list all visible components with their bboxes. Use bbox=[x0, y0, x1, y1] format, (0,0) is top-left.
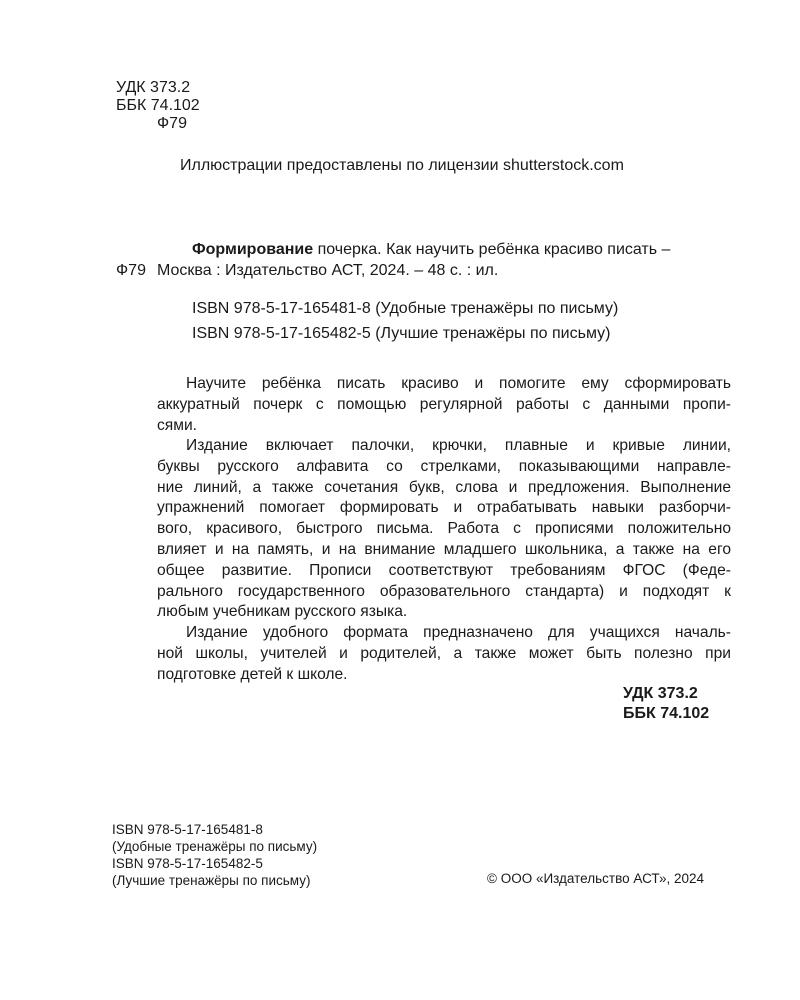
text-line: ной школы, учителей и родителей, а также может быть полезно при bbox=[157, 644, 731, 662]
udk-code: УДК 373.2 bbox=[116, 79, 191, 96]
annotation-paragraph-2 bbox=[157, 436, 731, 623]
isbn-line-1: ISBN 978-5-17-165481-8 (Удобные тренажёры по письму) bbox=[192, 300, 619, 317]
bbk-code-bold: ББК 74.102 bbox=[623, 705, 710, 722]
isbn-line-2: ISBN 978-5-17-165482-5 (Лучшие тренажёры по письму) bbox=[192, 325, 611, 342]
annotation-paragraph-3 bbox=[157, 623, 731, 685]
title-bold: Формирование bbox=[192, 241, 314, 258]
text-line: буквы русского алфавита со стрелками, показывающими направле- bbox=[157, 457, 731, 475]
text-line: Издание удобного формата предназначено для учащихся началь- bbox=[186, 624, 731, 641]
footer-isbn-2: ISBN 978-5-17-165482-5 bbox=[112, 856, 263, 871]
title-rest: почерка. Как научить ребёнка красиво писать – bbox=[313, 241, 671, 258]
illustration-credit: Иллюстрации предоставлены по лицензии shutterstock.com bbox=[180, 157, 624, 174]
text-line: вого, красивого, быстрого письма. Работа с прописями положительно bbox=[157, 520, 731, 538]
author-mark: Ф79 bbox=[157, 115, 187, 132]
text-line: ние линий, а также сочетания букв, слова и предложения. Выполнение bbox=[157, 478, 731, 496]
text-line: общее развитие. Прописи соответствуют требованиям ФГОС (Феде- bbox=[157, 561, 731, 579]
text-line: влияет и на память, и на внимание младшего школьника, а также на его bbox=[157, 540, 731, 558]
annotation-paragraph-1 bbox=[157, 374, 731, 436]
copyright-notice: © ООО «Издательство АСТ», 2024 bbox=[487, 871, 705, 886]
text-line: Научите ребёнка писать красиво и помогите ему сформировать bbox=[186, 375, 731, 392]
bibliographic-title bbox=[192, 241, 670, 259]
text-line: сями. bbox=[157, 416, 198, 434]
bibliographic-mark: Ф79 bbox=[116, 262, 146, 279]
text-line: упражнений помогает формировать и отрабатывать навыки разборчи- bbox=[157, 499, 731, 517]
footer-series-1: (Удобные тренажёры по письму) bbox=[112, 839, 318, 854]
udk-code-bold: УДК 373.2 bbox=[623, 685, 698, 702]
text-line: рального государственного образовательного стандарта) и подходят к bbox=[157, 582, 731, 600]
bibliographic-imprint: Москва : Издательство АСТ, 2024. – 48 с. : ил. bbox=[157, 262, 499, 279]
text-line: подготовке детей к школе. bbox=[157, 665, 348, 683]
text-line: Издание включает палочки, крючки, плавные и кривые линии, bbox=[186, 437, 731, 454]
footer-isbn-1: ISBN 978-5-17-165481-8 bbox=[112, 822, 263, 837]
text-line: аккуратный почерк с помощью регулярной работы с данными пропи- bbox=[157, 395, 731, 413]
text-line: любым учебникам русского языка. bbox=[157, 603, 408, 621]
bbk-code: ББК 74.102 bbox=[116, 97, 200, 114]
footer-series-2: (Лучшие тренажёры по письму) bbox=[112, 873, 311, 888]
